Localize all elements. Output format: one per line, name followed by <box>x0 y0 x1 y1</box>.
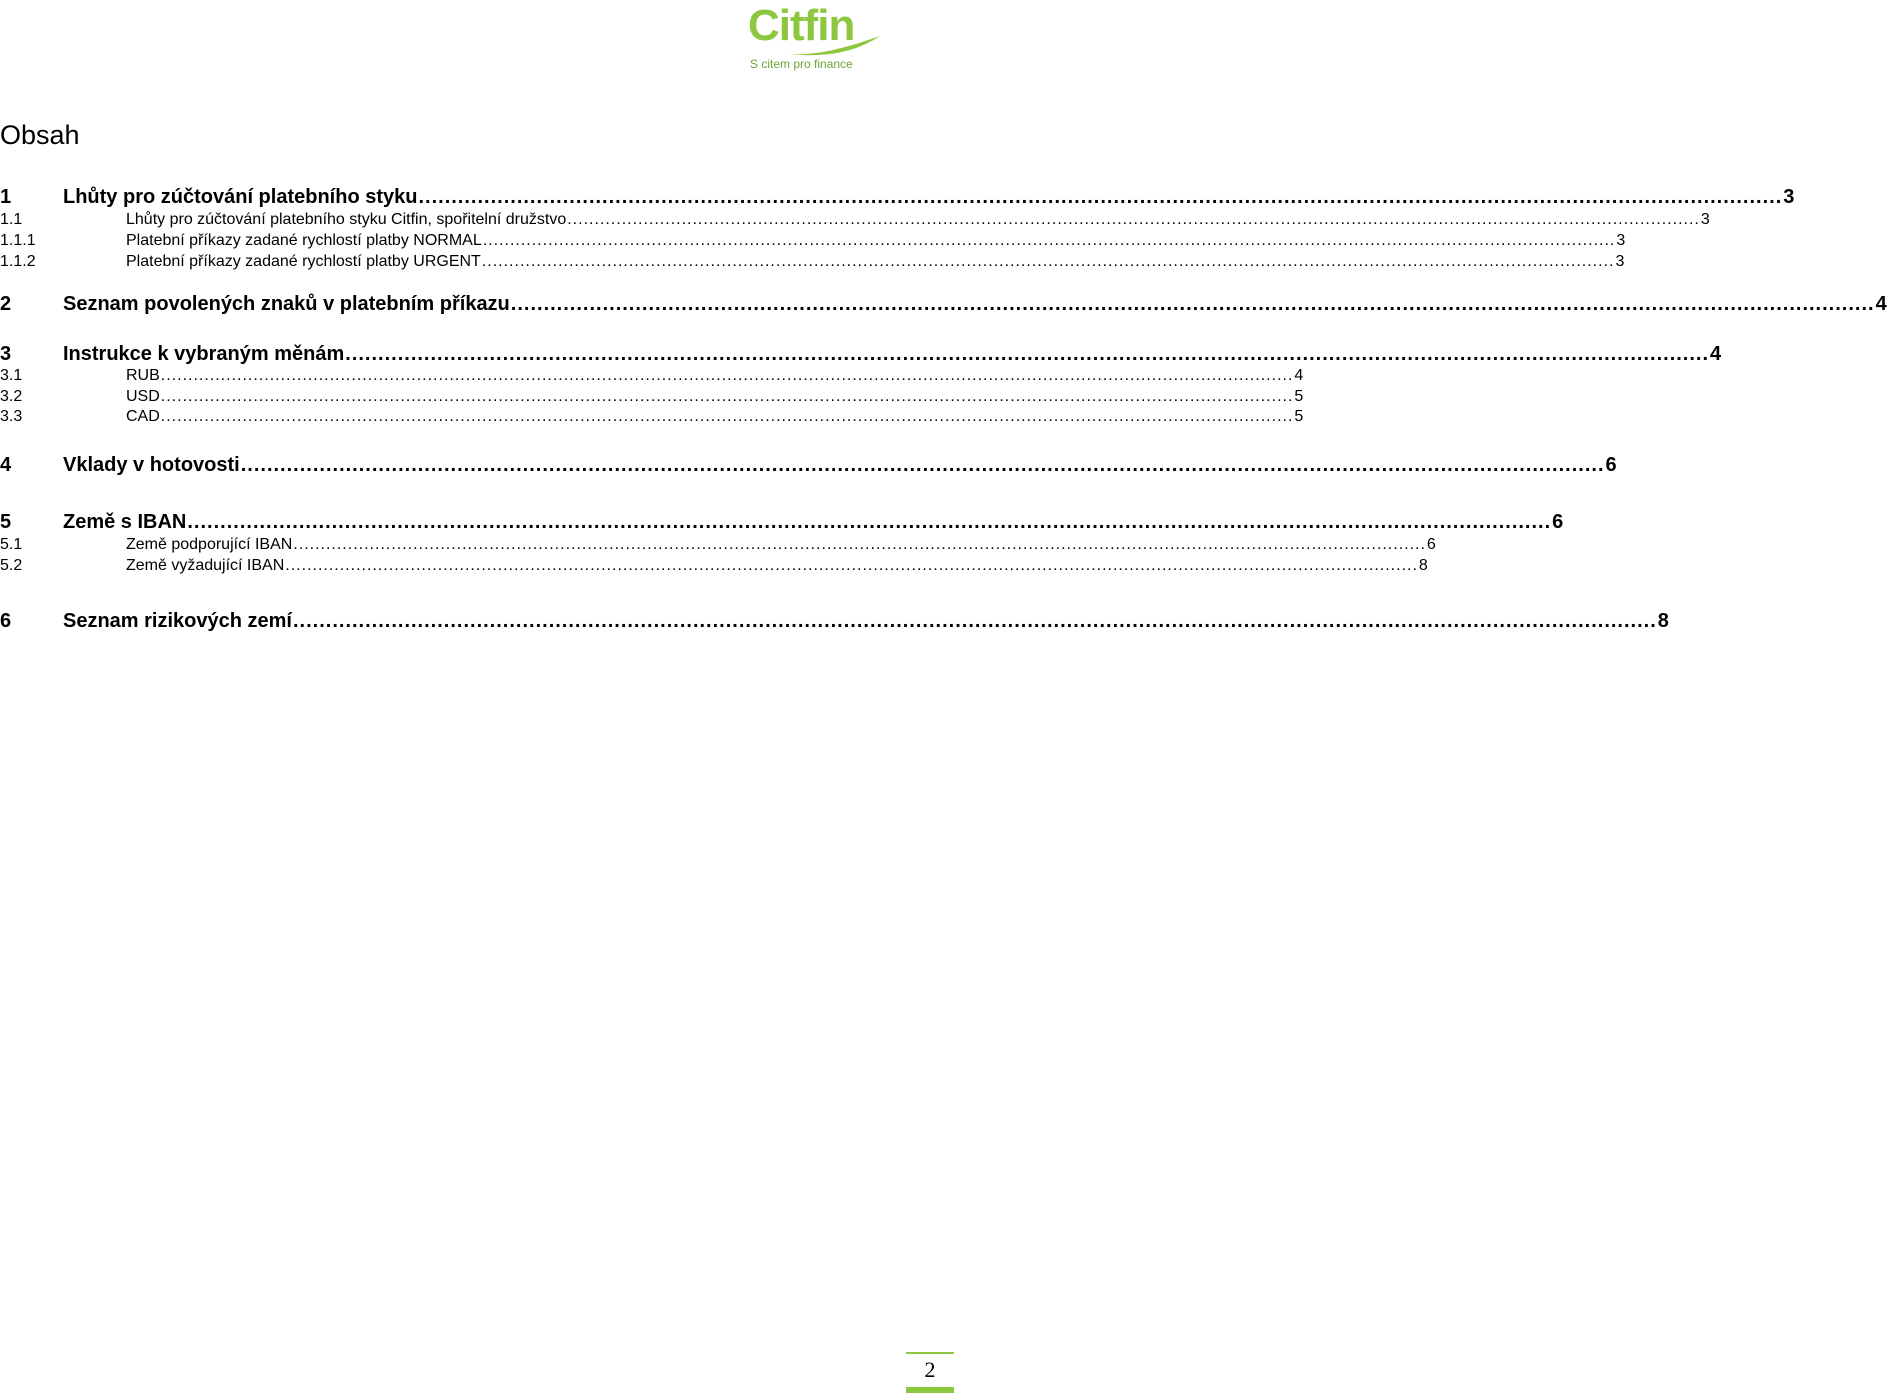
toc-entry-title: Seznam rizikových zemí <box>63 610 292 632</box>
toc-entry-title: Seznam povolených znaků v platebním příkazu <box>63 293 510 315</box>
toc-entry-title: USD <box>126 388 160 405</box>
toc-entry[interactable] <box>0 387 1304 407</box>
toc-entry[interactable] <box>0 608 1669 634</box>
toc-entry-number: 5.1 <box>0 536 23 553</box>
toc-entry-page: 3 <box>1615 253 1625 270</box>
toc-entry-title: Platební příkazy zadané rychlostí platby NORMAL <box>126 232 482 249</box>
page-number: 2 <box>924 1357 936 1382</box>
citfin-logo <box>748 1 883 72</box>
toc-leader-dots: ................................................................................................................................................................................................................ <box>160 388 1294 405</box>
toc-entry-title: RUB <box>126 367 160 384</box>
toc-entry-title: Země s IBAN <box>63 511 187 533</box>
toc-entry-title: Instrukce k vybraným měnám <box>63 343 345 365</box>
toc-entry-title: Vklady v hotovosti <box>63 454 240 476</box>
toc-entry[interactable] <box>0 366 1304 386</box>
toc-leader-dots: ................................................................................................................................................................................................................ <box>160 408 1294 425</box>
toc-leader-dots: ................................................................................................................................................................................................................ <box>285 557 1418 574</box>
toc-leader-dots: ................................................................................................................................................................................................................ <box>345 343 1710 365</box>
toc-entry-page: 4 <box>1294 367 1304 384</box>
toc-entry-page: 3 <box>1783 186 1795 208</box>
toc-leader-dots: ................................................................................................................................................................................................................ <box>240 454 1605 476</box>
toc-entry-number: 3.1 <box>0 367 23 384</box>
toc-entry-number: 3 <box>0 343 12 365</box>
toc-entry-page: 6 <box>1426 536 1436 553</box>
toc-entry-page: 8 <box>1418 557 1428 574</box>
toc-entry-title: Platební příkazy zadané rychlostí platby URGENT <box>126 253 481 270</box>
toc-entry-title: Země podporující IBAN <box>126 536 293 553</box>
logo-tagline: S citem pro finance <box>750 57 853 71</box>
toc-entry-number: 1.1.1 <box>0 232 36 249</box>
toc-entry-title: CAD <box>126 408 160 425</box>
toc-entry[interactable] <box>0 231 1626 251</box>
toc-entry-number: 2 <box>0 293 12 315</box>
toc-entry[interactable] <box>0 407 1304 427</box>
toc-entry-number: 1.1.2 <box>0 253 36 270</box>
toc-entry-page: 6 <box>1552 511 1564 533</box>
toc-leader-dots: ................................................................................................................................................................................................................ <box>418 186 1783 208</box>
toc-entry-title: Země vyžadující IBAN <box>126 557 285 574</box>
toc-entry[interactable] <box>0 291 1887 317</box>
toc-entry-page: 4 <box>1875 293 1887 315</box>
toc-entry-page: 6 <box>1605 454 1617 476</box>
logo-swoosh-icon <box>786 34 882 58</box>
toc-leader-dots: ................................................................................................................................................................................................................ <box>160 367 1294 384</box>
toc-entry-page: 5 <box>1294 408 1304 425</box>
toc-entry-number: 6 <box>0 610 12 632</box>
toc-entry[interactable] <box>0 509 1564 535</box>
toc-entry-number: 5.2 <box>0 557 23 574</box>
toc-leader-dots: ................................................................................................................................................................................................................ <box>567 211 1700 228</box>
toc-entry[interactable] <box>0 535 1436 555</box>
toc-leader-dots: ................................................................................................................................................................................................................ <box>510 293 1875 315</box>
toc-entry[interactable] <box>0 184 1795 210</box>
footer-rule-bottom <box>906 1387 954 1393</box>
toc-entry[interactable] <box>0 252 1625 272</box>
toc-entry[interactable] <box>0 452 1617 478</box>
toc-entry[interactable] <box>0 341 1722 367</box>
toc-entry-page: 8 <box>1657 610 1669 632</box>
footer-rule-top <box>906 1352 954 1354</box>
toc-entry-page: 3 <box>1700 211 1710 228</box>
toc-entry-number: 1.1 <box>0 211 23 228</box>
toc-entry-number: 1 <box>0 186 12 208</box>
toc-leader-dots: ................................................................................................................................................................................................................ <box>293 536 1426 553</box>
toc-entry-page: 5 <box>1294 388 1304 405</box>
toc-entry-page: 3 <box>1616 232 1626 249</box>
logo-wordmark: Citfin <box>748 1 855 50</box>
toc-leader-dots: ................................................................................................................................................................................................................ <box>482 232 1616 249</box>
toc-entry-number: 5 <box>0 511 12 533</box>
toc-entry-page: 4 <box>1710 343 1722 365</box>
toc-entry-number: 4 <box>0 454 12 476</box>
toc-entry-title: Lhůty pro zúčtování platebního styku Citfin, spořitelní družstvo <box>126 211 567 228</box>
toc-leader-dots: ................................................................................................................................................................................................................ <box>187 511 1552 533</box>
toc-leader-dots: ................................................................................................................................................................................................................ <box>481 253 1615 270</box>
toc-entry[interactable] <box>0 210 1710 230</box>
toc-leader-dots: ................................................................................................................................................................................................................ <box>292 610 1657 632</box>
toc-entry-number: 3.2 <box>0 388 23 405</box>
toc-entry-title: Lhůty pro zúčtování platebního styku <box>63 186 418 208</box>
page-heading: Obsah <box>0 120 80 150</box>
toc-entry-number: 3.3 <box>0 408 23 425</box>
toc-entry[interactable] <box>0 556 1428 576</box>
